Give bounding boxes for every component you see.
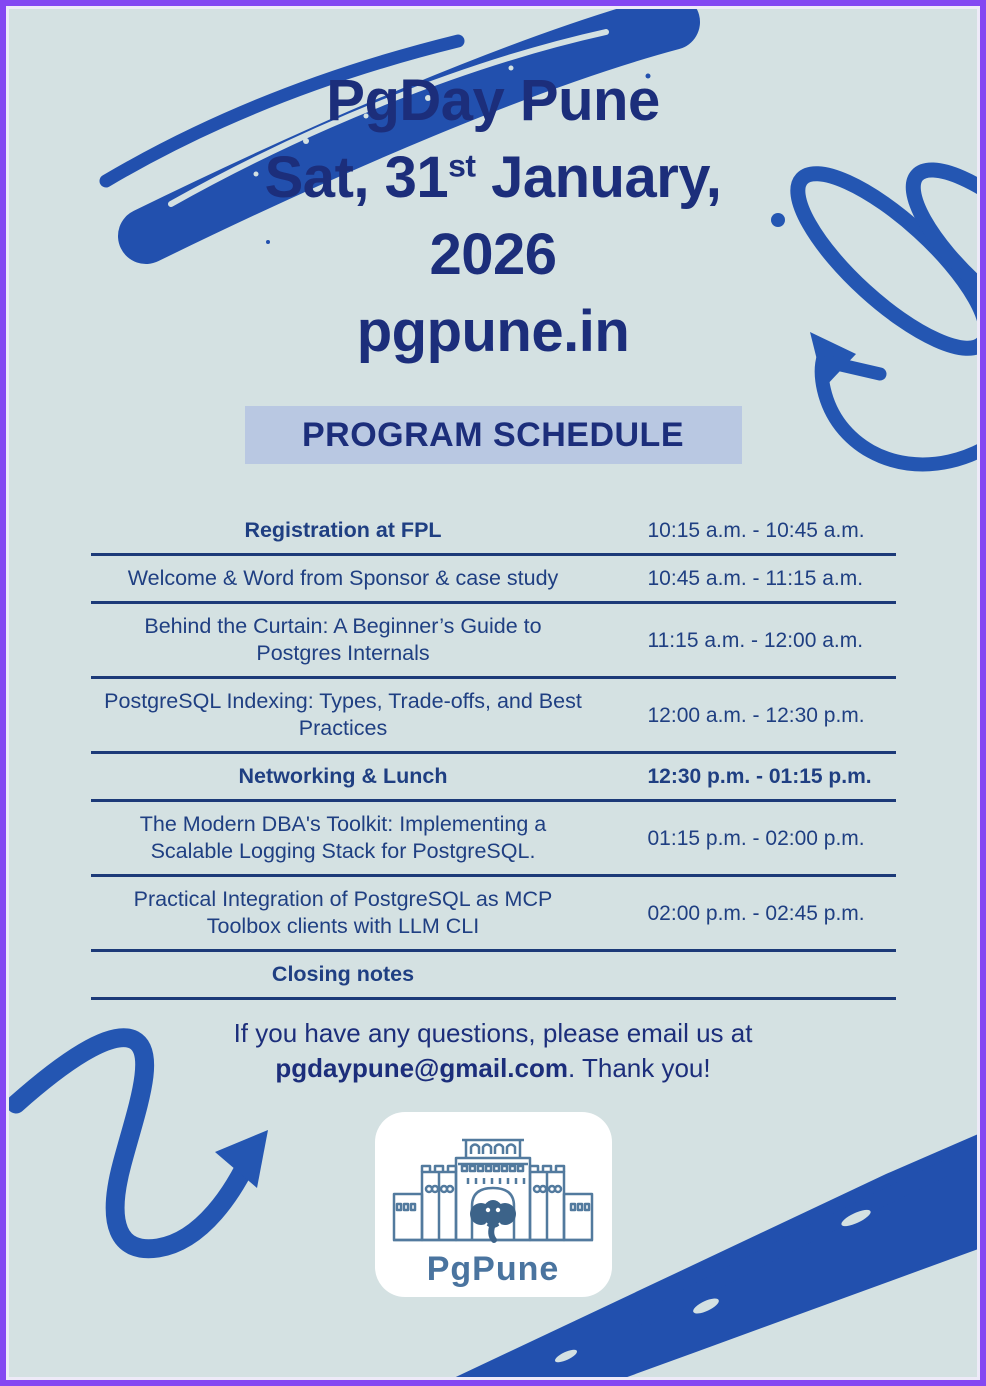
schedule-row [91, 952, 896, 1000]
session-title: Welcome & Word from Sponsor & case study [127, 566, 559, 590]
session-title: Networking & Lunch [238, 764, 448, 788]
session-title: Registration at FPL [244, 518, 442, 542]
session-title: Closing notes [271, 962, 415, 986]
poster-content [6, 6, 980, 1297]
schedule-table [91, 508, 896, 1000]
footer-question-text: If you have any questions, please email us at [233, 1018, 753, 1048]
schedule-row [91, 604, 896, 679]
session-time: 10:45 a.m. - 11:15 a.m. [647, 567, 864, 590]
session-title: Practical Integration of PostgreSQL as MCP Toolbox clients with LLM CLI [133, 887, 553, 938]
session-time: 10:15 a.m. - 10:45 a.m. [647, 519, 865, 542]
schedule-row [91, 679, 896, 754]
session-time: 12:00 a.m. - 12:30 p.m. [647, 703, 865, 727]
schedule-row [91, 754, 896, 802]
event-website: pgpune.in [356, 299, 630, 364]
session-time: 11:15 a.m. - 12:00 a.m. [647, 628, 864, 652]
schedule-row [91, 877, 896, 952]
schedule-row [91, 508, 896, 556]
poster-title [6, 62, 980, 370]
contact-email: pgdaypune@gmail.com [275, 1053, 568, 1083]
session-time: 02:00 p.m. - 02:45 p.m. [647, 901, 865, 925]
session-title: Behind the Curtain: A Beginner’s Guide to Postgres Internals [144, 614, 542, 665]
program-schedule-title: PROGRAM SCHEDULE [301, 416, 685, 454]
program-schedule-banner [245, 406, 742, 464]
schedule-row [91, 802, 896, 877]
pgpune-logo-text: PgPune [426, 1250, 560, 1288]
event-date: Sat, 31st January, [264, 145, 722, 210]
session-time: 01:15 p.m. - 02:00 p.m. [647, 826, 865, 850]
event-year: 2026 [429, 222, 557, 287]
schedule-row [91, 556, 896, 604]
shaniwar-wada-elephant-icon [388, 1126, 598, 1248]
session-title: PostgreSQL Indexing: Types, Trade-offs, and Best Practices [104, 689, 582, 740]
footer-note [6, 1016, 980, 1086]
date-ordinal: st [448, 147, 476, 184]
session-title: The Modern DBA's Toolkit: Implementing a Scalable Logging Stack for PostgreSQL. [139, 812, 547, 863]
footer-thanks: . Thank you! [568, 1053, 711, 1083]
event-name: PgDay Pune [326, 68, 660, 133]
session-time: 12:30 p.m. - 01:15 p.m. [647, 765, 872, 788]
pgpune-logo [375, 1112, 612, 1297]
